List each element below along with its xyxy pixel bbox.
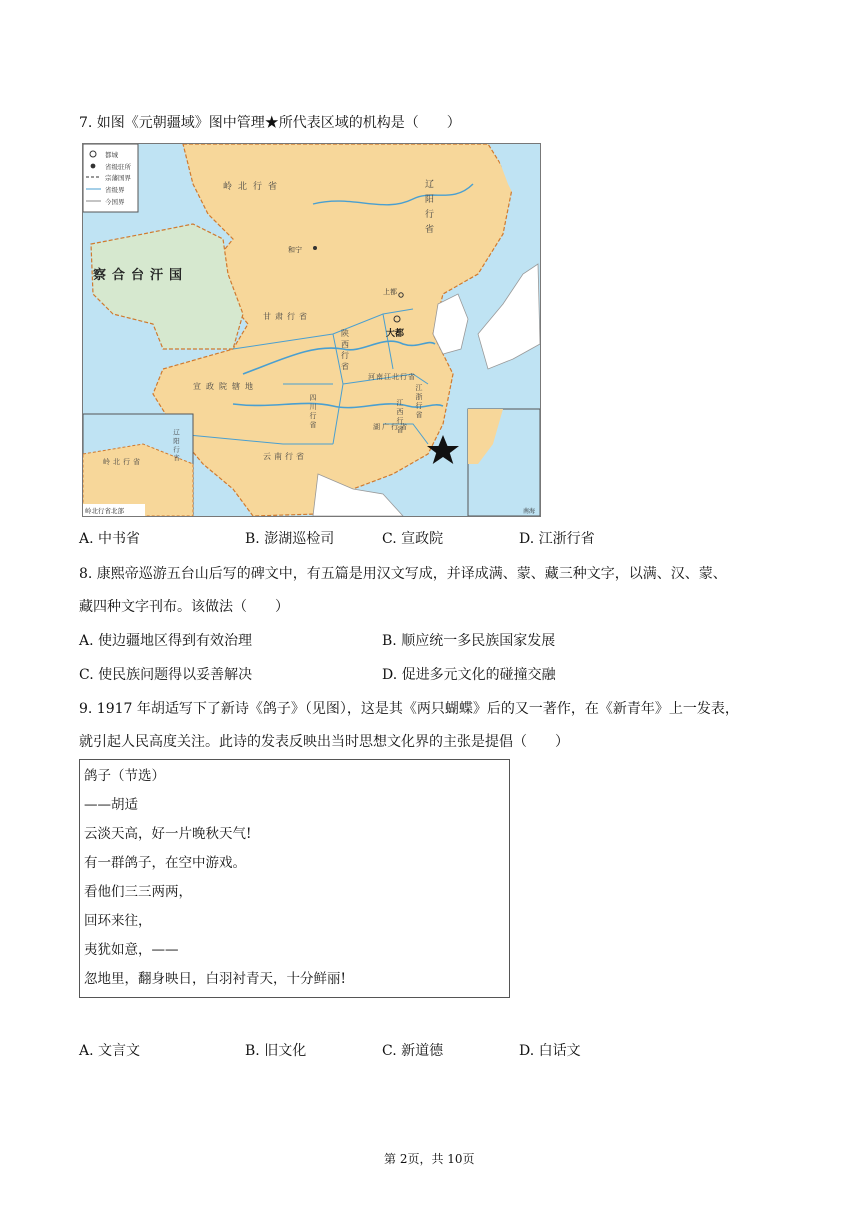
poem-line-6: 忽地里，翻身映日，白羽衬青天，十分鲜丽! (84, 971, 346, 987)
label-dadu: 大都 (386, 329, 405, 339)
label-henan: 河南江北行省 (368, 373, 416, 381)
q9-option-b[interactable]: B. 旧文化 (245, 1043, 307, 1059)
label-chagatai: 察合台汗国 (93, 268, 189, 283)
provincial-seat-symbol (91, 164, 96, 169)
page-number: 第 2页，共 10页 (384, 1152, 475, 1166)
poem-line-2: 有一群鸽子，在空中游戏。 (84, 855, 246, 871)
q7-option-a[interactable]: A. 中书省 (79, 531, 141, 547)
label-huguang: 湖广行省 (373, 423, 409, 431)
q7-option-b[interactable]: B. 澎湖巡检司 (245, 531, 335, 547)
label-sichuan: 四川行省 (309, 394, 317, 430)
legend-2: 宗藩国界 (105, 174, 131, 182)
q9-stem-line1: 9. 1917 年胡适写下了新诗《鸽子》（见图），这是其《两只蝴蝶》后的又一著作，在《新青年》上一发表， (79, 701, 739, 717)
q9-option-a[interactable]: A. 文言文 (79, 1043, 141, 1059)
q7-stem: 7. 如图《元朝疆域》图中管理★所代表区域的机构是（ ） (79, 115, 461, 131)
label-shaanxi: 陕西行省 (340, 329, 350, 373)
q8-stem-line2: 藏四种文字刊布。该做法（ ） (79, 599, 289, 615)
inset-label-liaoyang: 辽阳行省 (172, 429, 180, 463)
chagatai-region (91, 224, 243, 349)
legend-0: 都城 (105, 151, 118, 159)
poem-box (79, 759, 510, 998)
label-nanhai: 南海 (523, 508, 536, 515)
inset-label-lingbei: 岭北行省 (103, 458, 143, 466)
q8-stem-line1: 8. 康熙帝巡游五台山后写的碑文中，有五篇是用汉文写成，并译成满、蒙、藏三种文字，以满、汉、蒙、 (79, 566, 727, 582)
label-jiangzhe: 江浙行省 (415, 384, 423, 420)
poem-line-1: 云淡天高，好一片晚秋天气! (84, 826, 252, 842)
q8-option-d[interactable]: D. 促进多元文化的碰撞交融 (382, 667, 556, 683)
poem-title: 鸽子（节选） (84, 768, 165, 784)
q9-option-c[interactable]: C. 新道德 (382, 1043, 444, 1059)
label-shangdu: 上都 (383, 288, 397, 296)
q8-option-c[interactable]: C. 使民族问题得以妥善解决 (79, 667, 253, 683)
label-liaoyang: 辽阳行省 (423, 179, 433, 239)
inset-caption: 岭北行省北部 (85, 507, 124, 515)
label-gansu: 甘肃行省 (263, 312, 311, 321)
q9-option-d[interactable]: D. 白话文 (519, 1043, 581, 1059)
legend-3: 省级界 (105, 186, 125, 194)
yuan-dynasty-map (82, 143, 541, 517)
label-helin: 和宁 (288, 246, 302, 254)
legend-4: 今国界 (105, 198, 125, 206)
q7-option-c[interactable]: C. 宣政院 (382, 531, 444, 547)
label-lingbei: 岭北行省 (223, 182, 284, 192)
q7-option-d[interactable]: D. 江浙行省 (519, 531, 595, 547)
label-yunnan: 云南行省 (263, 452, 307, 461)
q9-stem-line2: 就引起人民高度关注。此诗的发表反映出当时思想文化界的主张是提倡（ ） (79, 734, 569, 750)
poem-author: ——胡适 (84, 797, 138, 813)
poem-line-3: 看他们三三两两， (84, 884, 192, 900)
poem-line-4: 回环来往， (84, 913, 152, 929)
q8-option-b[interactable]: B. 顺应统一多民族国家发展 (382, 633, 556, 649)
q8-option-a[interactable]: A. 使边疆地区得到有效治理 (79, 633, 253, 649)
label-jiangxi: 江西行省 (396, 399, 404, 435)
japan-land (478, 264, 540, 369)
label-xuanzheng: 宣政院辖地 (193, 382, 258, 391)
poem-line-5: 夷犹如意，—— (84, 942, 179, 958)
legend-1: 省级驻所 (105, 163, 131, 171)
